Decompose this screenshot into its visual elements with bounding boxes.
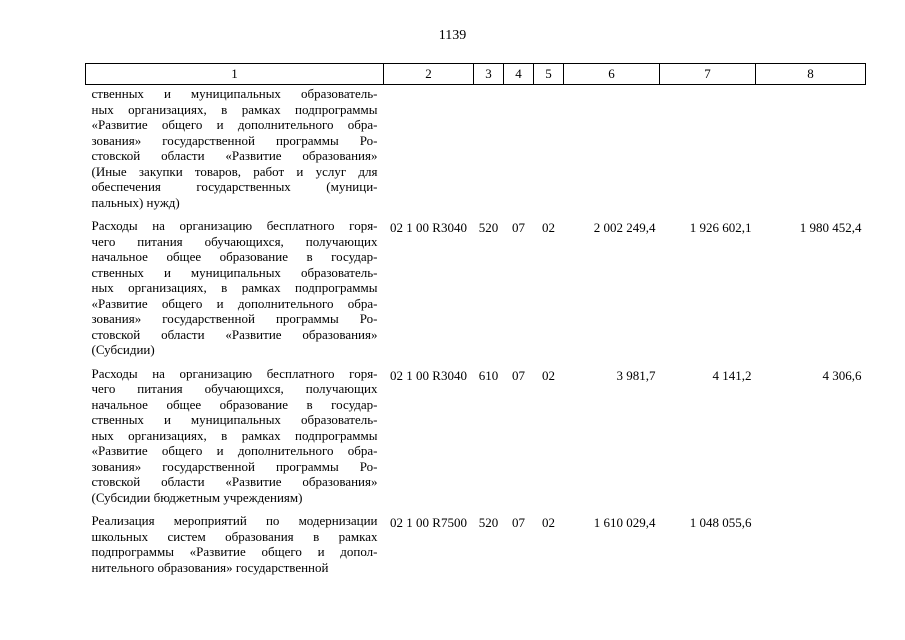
expense-type-code: 520 xyxy=(478,515,499,530)
subsection-code xyxy=(534,85,564,219)
description-line: «Развитие общего и дополнительного обра- xyxy=(91,295,378,311)
header-col-2: 2 xyxy=(384,64,474,85)
description-line: начальное общее образование в государ- xyxy=(91,249,378,264)
page-number: 1139 xyxy=(438,28,467,43)
description-line: Расходы на организацию бесплатного горя- xyxy=(91,365,378,381)
header-col-8: 8 xyxy=(756,64,866,85)
table-row xyxy=(86,218,866,366)
amount-col-8 xyxy=(756,513,866,583)
amount-col-8: 4 306,6 xyxy=(822,367,862,383)
description-line: (Субсидии) xyxy=(91,342,155,357)
subsection-code: 02 xyxy=(542,515,555,530)
budget-table-container xyxy=(85,63,865,583)
header-col-4: 4 xyxy=(504,64,534,85)
row-description xyxy=(86,366,384,514)
expense-type-code: 520 xyxy=(478,220,499,235)
description-line: Реализация мероприятий по модернизации xyxy=(91,513,378,528)
description-line: ных организациях, в рамках подпрограммы xyxy=(91,280,378,295)
header-row xyxy=(86,64,866,85)
description-line: школьных систем образования в рамках xyxy=(91,528,378,544)
description-line: (Субсидии бюджетным учреждениям) xyxy=(91,489,303,505)
budget-code: 02 1 00 R3040 xyxy=(390,367,467,383)
expense-type-code xyxy=(474,85,504,219)
header-col-5: 5 xyxy=(534,64,564,85)
description-line: Расходы на организацию бесплатного горя- xyxy=(91,218,378,233)
row-description xyxy=(86,85,384,219)
section-code xyxy=(504,85,534,219)
description-line: зования» государственной программы Ро- xyxy=(91,311,378,326)
header-col-7: 7 xyxy=(660,64,756,85)
description-line: чего питания обучающихся, получающих xyxy=(91,233,378,249)
amount-col-6: 1 610 029,4 xyxy=(593,515,656,530)
amount-col-7 xyxy=(660,85,756,219)
header-col-3: 3 xyxy=(474,64,504,85)
description-line: «Развитие общего и дополнительного обра- xyxy=(91,443,378,458)
table-row xyxy=(86,513,866,583)
subsection-code: 02 xyxy=(542,220,555,235)
amount-col-6 xyxy=(564,85,660,219)
budget-code: 02 1 00 R3040 xyxy=(390,220,467,235)
header-col-6: 6 xyxy=(564,64,660,85)
amount-col-6: 3 981,7 xyxy=(616,367,656,383)
description-line: зования» государственной программы Ро- xyxy=(91,132,378,148)
description-line: ственных и муниципальных образователь- xyxy=(91,412,378,427)
description-line: ных организациях, в рамках подпрограммы xyxy=(91,101,378,117)
description-line: ственных и муниципальных образователь- xyxy=(91,86,378,101)
header-col-1: 1 xyxy=(86,64,384,85)
row-description xyxy=(86,513,384,583)
description-line: «Развитие общего и дополнительного обра- xyxy=(91,117,378,132)
description-line: чего питания обучающихся, получающих xyxy=(91,381,378,396)
description-line: обеспечения государственных (муници- xyxy=(91,179,378,194)
amount-col-7: 1 926 602,1 xyxy=(689,220,752,235)
description-line: пальных) нужд) xyxy=(91,194,180,210)
description-line: стовской области «Развитие образования» xyxy=(91,326,378,342)
amount-col-7: 1 048 055,6 xyxy=(689,515,752,530)
table-row xyxy=(86,366,866,514)
description-line: стовской области «Развитие образования» xyxy=(91,148,378,163)
amount-col-6: 2 002 249,4 xyxy=(593,220,656,235)
expense-type-code: 610 xyxy=(478,367,499,383)
budget-code: 02 1 00 R7500 xyxy=(390,515,467,530)
section-code: 07 xyxy=(512,515,525,530)
subsection-code: 02 xyxy=(542,367,555,383)
description-line: (Иные закупки товаров, работ и услуг для xyxy=(91,163,378,179)
table-body xyxy=(86,85,866,584)
budget-table xyxy=(85,63,866,583)
description-line: ных организациях, в рамках подпрограммы xyxy=(91,427,378,443)
description-line: стовской области «Развитие образования» xyxy=(91,474,378,489)
description-line: начальное общее образование в государ- xyxy=(91,396,378,412)
description-line: ственных и муниципальных образователь- xyxy=(91,264,378,280)
description-line: нительного образования» государственной xyxy=(91,559,329,575)
amount-col-8 xyxy=(756,85,866,219)
description-line: подпрограммы «Развитие общего и допол- xyxy=(91,544,378,559)
budget-code xyxy=(384,85,474,219)
amount-col-7: 4 141,2 xyxy=(712,367,752,383)
description-line: зования» государственной программы Ро- xyxy=(91,458,378,474)
table-row xyxy=(86,85,866,219)
section-code: 07 xyxy=(512,367,525,383)
row-description xyxy=(86,218,384,366)
section-code: 07 xyxy=(512,220,525,235)
amount-col-8: 1 980 452,4 xyxy=(799,220,862,235)
